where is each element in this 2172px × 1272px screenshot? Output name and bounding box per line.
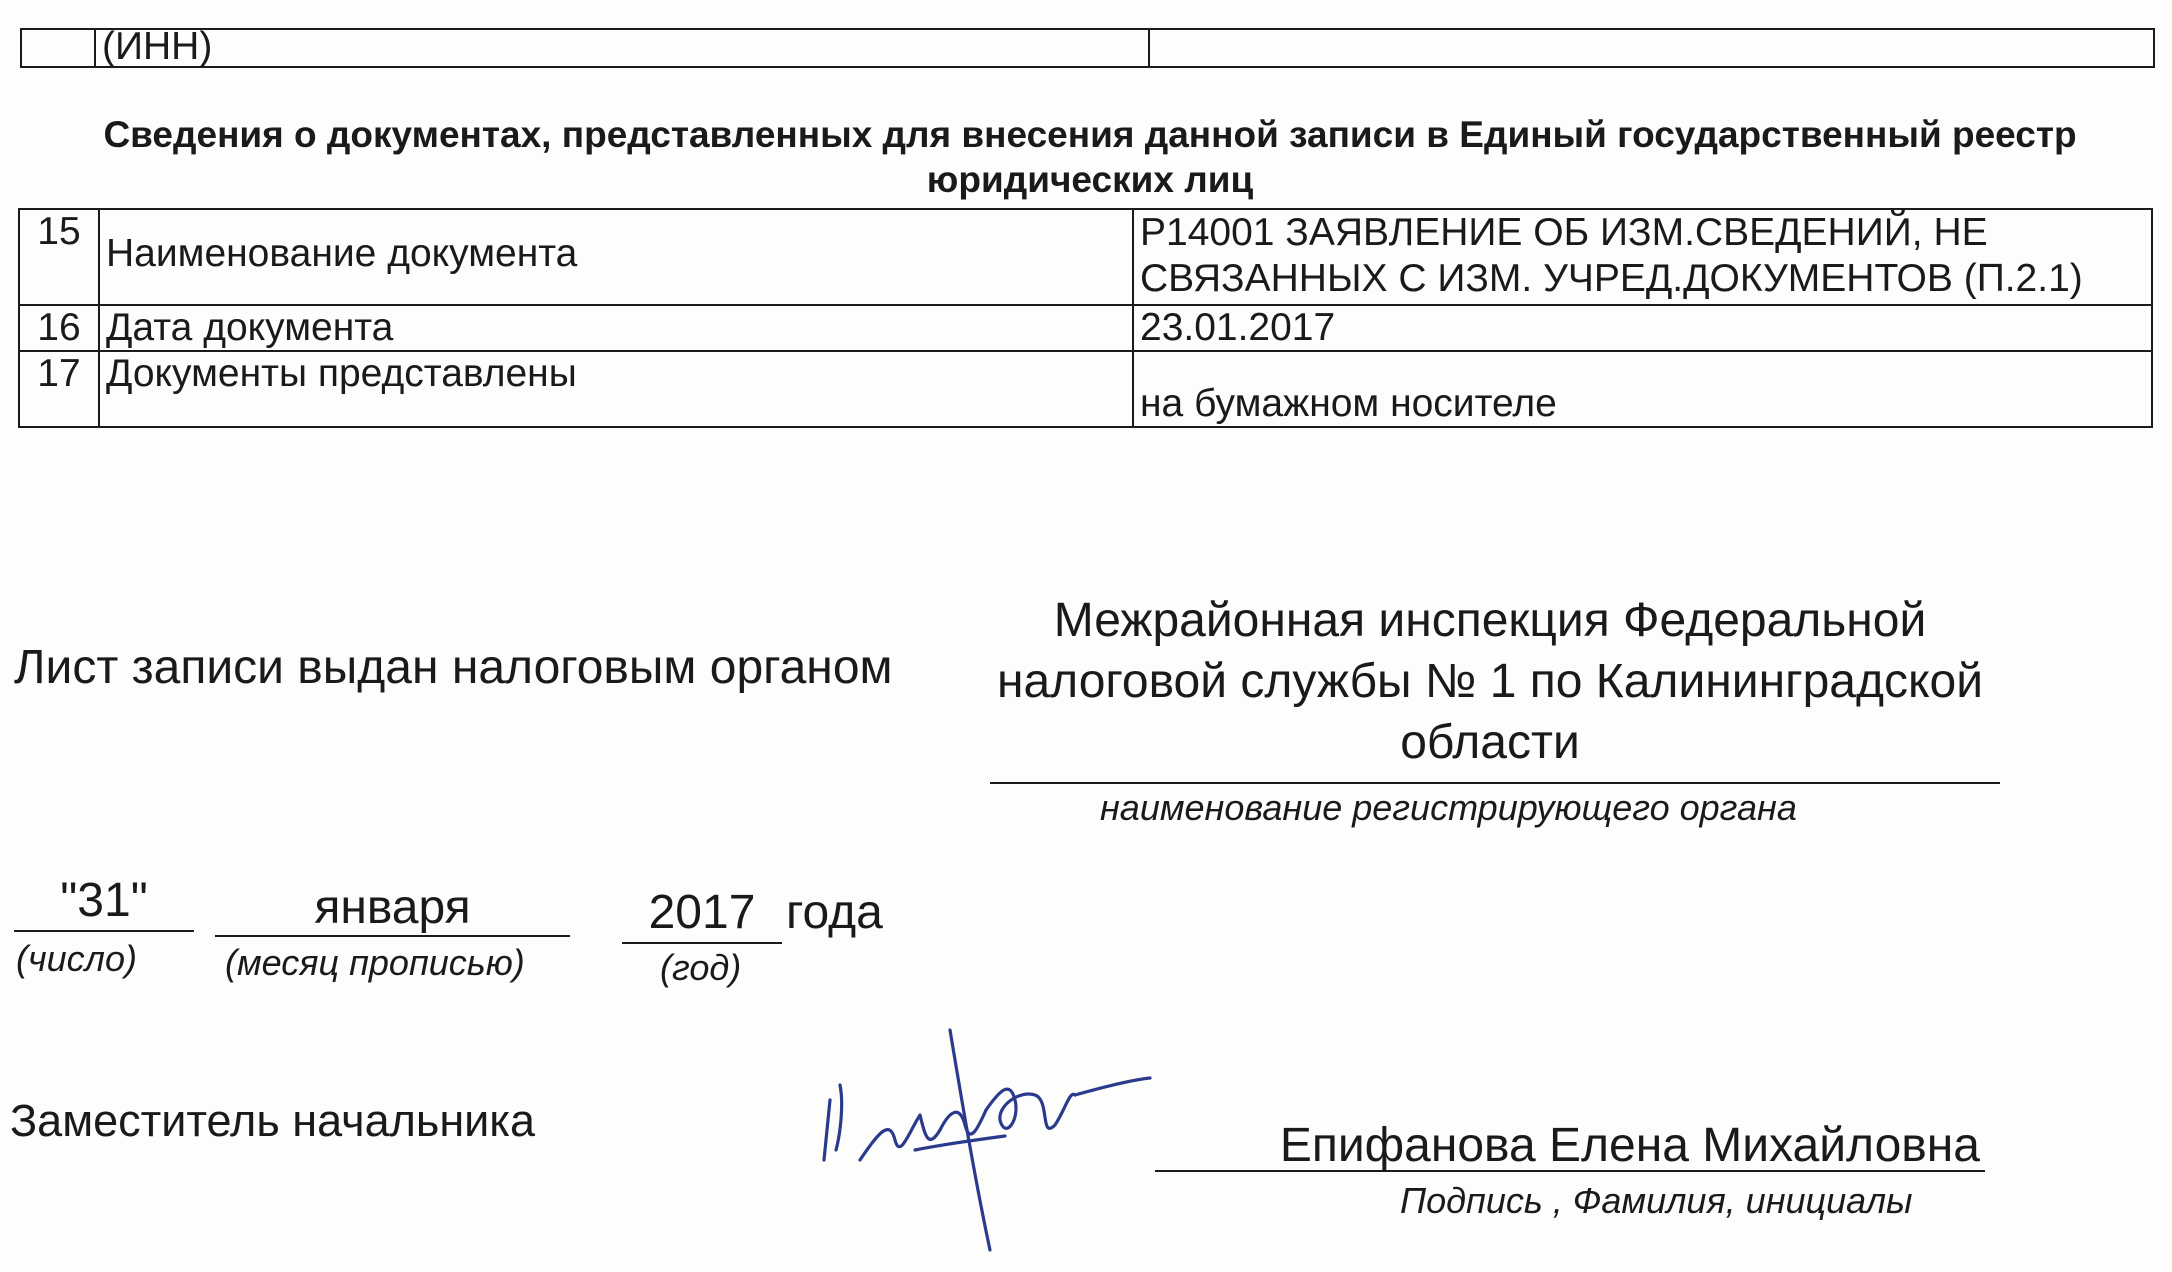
month-underline	[215, 935, 570, 937]
row-value: Р14001 ЗАЯВЛЕНИЕ ОБ ИЗМ.СВЕДЕНИЙ, НЕ СВЯЗАННЫХ С ИЗМ. УЧРЕД.ДОКУМЕНТОВ (П.2.1)	[1133, 209, 2152, 305]
row-label: (ИНН)	[95, 29, 1149, 67]
row-value	[1149, 29, 2154, 67]
day-underline	[14, 930, 194, 932]
date-suffix: года	[786, 886, 883, 939]
table-row	[19, 209, 2152, 305]
section-title: Сведения о документах, представленных для внесения данной записи в Единый государственный реестр юридических лиц	[103, 114, 2077, 200]
authority-caption: наименование регистрирующего органа	[1100, 787, 1797, 828]
date-month: января	[314, 881, 471, 934]
row-number	[21, 29, 95, 67]
table-row	[19, 351, 2152, 427]
day-caption: (число)	[16, 938, 137, 979]
month-caption: (месяц прописью)	[225, 942, 525, 983]
signature-caption: Подпись , Фамилия, инициалы	[1400, 1180, 1913, 1221]
row-value: на бумажном носителе	[1133, 351, 2152, 427]
documents-table	[18, 208, 2153, 428]
table-row	[21, 29, 2154, 67]
authority-name: Межрайонная инспекция Федеральной налоговой службы № 1 по Калининградской области	[996, 594, 1984, 769]
authority-underline	[990, 782, 2000, 784]
inn-table	[20, 25, 2155, 68]
row-number: 17	[19, 351, 99, 427]
row-label	[99, 209, 1133, 305]
date-year: 2017	[648, 886, 756, 939]
row-value: 23.01.2017	[1133, 305, 2152, 351]
row-number: 15	[19, 209, 99, 305]
official-position: Заместитель начальника	[10, 1095, 536, 1146]
row-number: 16	[19, 305, 99, 351]
issued-by-label: Лист записи выдан налоговым органом	[14, 641, 893, 694]
row-label-text: Наименование документа	[106, 232, 578, 275]
year-caption: (год)	[660, 947, 742, 988]
row-label: Документы представлены	[99, 351, 1133, 427]
date-day: "31"	[60, 874, 148, 927]
year-underline	[622, 942, 782, 944]
signer-full-name: Епифанова Елена Михайловна	[1279, 1119, 1980, 1172]
row-label: Дата документа	[99, 305, 1133, 351]
table-row	[19, 305, 2152, 351]
